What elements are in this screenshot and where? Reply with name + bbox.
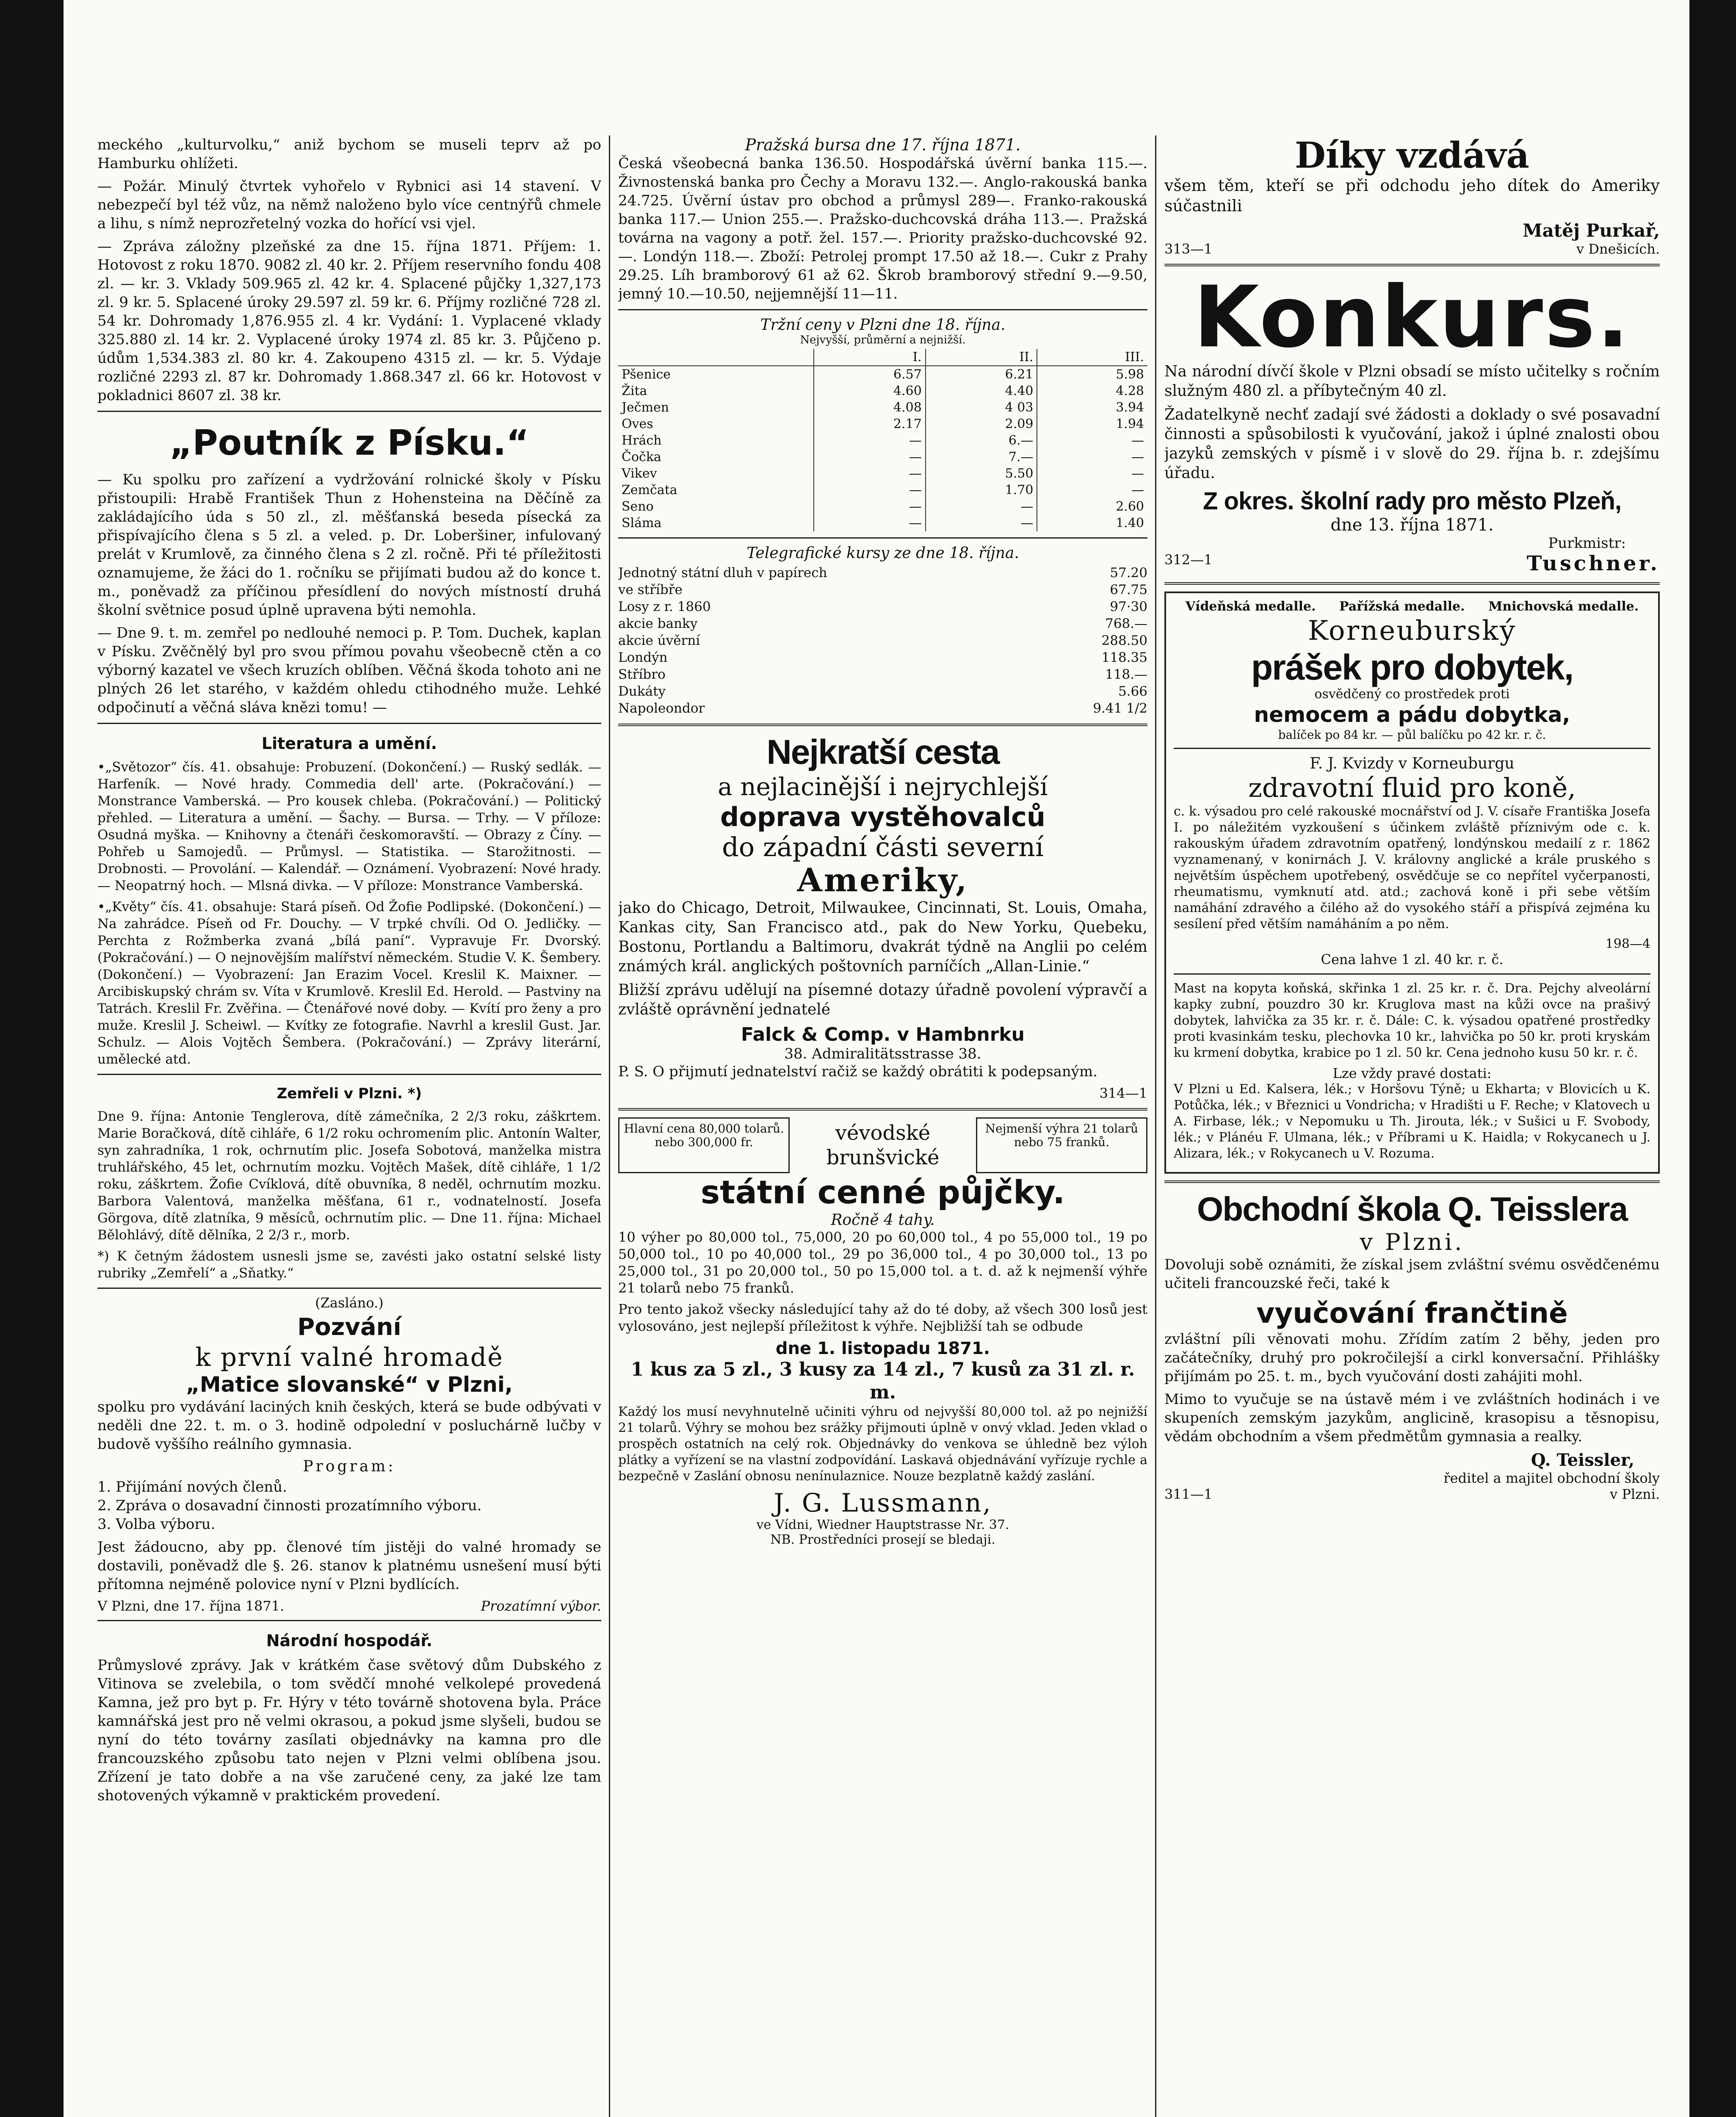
- ad-headline: státní cenné půjčky.: [700, 1173, 1065, 1211]
- signature-line: [1164, 241, 1660, 257]
- invitation-subtitle: k první valné hromadě: [195, 1343, 503, 1372]
- table-cell: Seno: [622, 499, 654, 514]
- column-left: [97, 135, 601, 2117]
- signature-line: [1164, 1486, 1660, 1502]
- ad-firm: J. G. Lussmann,: [774, 1488, 992, 1518]
- news-paragraph: •„Květy“ čís. 41. obsahuje: Stará píseň. Od Žofie Podlipské. (Dokončení.) — Na zahrádce. Píseň od Fr. Douchy. — V trpké chvíli. Od O. Jedličky. — Perchta z Rožmberka zvaná „bílá paní“. Vypravuje Fr. Dvorský. (Pokračování.) — O nejnovějším malířství německém. Studie V. K. Šembery. (Dokončení.) — Vyobrazení: Jan Erazim Vocel. Kreslil K. Maixner. — Arcibiskupský chrám sv. Víta v Krumlově. Kreslil Ed. Herold. — Pastviny na Tatrách. Kreslil Fr. Zvěřina. — Čtenářové nové doby. — Kvítí pro ženy a pro muže. Kreslil J. Scheiwl. — Kvítky ze fotografie. Navrhl a kreslil Gust. Jar. Schulz. — Alois Vojtěch Šembera. (Pokračování.) — Zprávy literární, umělecké atd.: [97, 899, 601, 1067]
- ad-role: ředitel a majitel obchodní školy: [1443, 1470, 1660, 1486]
- table-cell: 6.21: [926, 366, 1037, 383]
- section-heading: Národní hospodář.: [266, 1631, 433, 1650]
- table-cell: Vikev: [622, 466, 657, 481]
- divider: [1164, 582, 1660, 585]
- divider: [618, 724, 1147, 726]
- column-rule: [609, 135, 610, 2117]
- ad-text: zvláštní píli věnovati mohu. Zřídím zatím 2 běhy, jeden pro začátečníky, druhý pro pokročilejší a cirkl konversační. Přihlášky přijímám po 25. t. m., bych vyučování dosti zahájiti mohl.: [1164, 1331, 1660, 1385]
- ad-subtitle: nemocem a pádu dobytka,: [1254, 702, 1570, 727]
- ad-text: 10 výher po 80,000 tol., 75,000, 20 po 60,000 tol., 4 po 55,000 tol., 19 po 50,000 tol., 10 po 40,000 tol., 29 po 36,000 tol., 4 po 30,000 tol., 13 po 25,000 tol., 31 po 20,000 tol., 50 po 15,000 tol. a t. d. až k nejmenší výhře 21 tolarů nebo 75 franků.: [618, 1229, 1147, 1296]
- korneuburg-ad: [1164, 591, 1660, 1174]
- ad-text: Pro tento jakož všecky následující tahy až do té doby, až všech 300 losů jest vylosováno, jest nejlepší příležitost k výhře. Nejbližší tah se odbude: [618, 1301, 1147, 1334]
- emigration-ad: [618, 733, 1147, 1101]
- divider: [1174, 973, 1650, 975]
- signature-name: Prozatímní výbor.: [481, 1598, 601, 1614]
- table-row: [618, 449, 1147, 465]
- table-cell: 5.50: [926, 465, 1037, 482]
- news-paragraph: •„Světozor“ čís. 41. obsahuje: Probuzení. (Dokončení.) — Ruský sedlák. — Harfeník. — Nové hrady. Commedia dell' arte. (Pokračování.) — Monstrance Vamberská. — Pro kousek chleba. (Pokračování.) — Politický přehled. — Literatura a umění. — Šachy. — Bursa. — Trhy. — V příloze: Osudná myška. — Knihovny a čtenáři českomoravští. — Obrazy z Číny. — Pohřeb u Samojedů. — Průmysl. — Statistika. — Starožitnosti. — Drobnosti. — Provolání. — Kalendář. — Oznámení. Vyobrazení: Nové hrady. — Neopatrný hoch. — Mlsná divka. — V příloze: Monstrance Vamberská.: [97, 760, 601, 893]
- ad-text: Žadatelkyně nechť zadají své žádosti a doklady o své posavadní činnosti a spůsobilosti k vyučování, jakož i úplné znalosti obou jazyků zemských v písmě i v slově do 29. října b. r. zdejšímu úřadu.: [1164, 406, 1660, 482]
- table-cell: 1.94: [1037, 416, 1147, 432]
- ad-text: jako do Chicago, Detroit, Milwaukee, Cincinnati, St. Louis, Omaha, Kankas city, San Francisco atd., pak do New Yorku, Quebeku, Bostonu, Portlandu a Baltimoru, dvakrát týdně na Anglii po celém známých král. anglických poštovních parníčích „Allan-Linie.“: [618, 899, 1147, 975]
- ad-text: Na národní dívčí škole v Plzni obsadí se místo učitelky s ročním služným 480 zl. a příbytečným 40 zl.: [1164, 363, 1660, 400]
- ad-subtitle: Lze vždy pravé dostati:: [1332, 1065, 1492, 1081]
- section-heading: Literatura a umění.: [261, 734, 437, 753]
- lottery-min-prize: Nejmenší výhra 21 tolarů nebo 75 franků.: [976, 1117, 1147, 1173]
- ad-subtitle: v Plzni.: [1360, 1229, 1465, 1255]
- table-cell: 6.57: [814, 366, 926, 383]
- table-cell: —: [1037, 465, 1147, 482]
- ad-issuer: Z okres. školní rady pro město Plzeň,: [1203, 487, 1621, 515]
- medal-label: Pařížská medalle.: [1339, 599, 1465, 614]
- signature-date: V Plzni, dne 17. října 1871.: [97, 1598, 285, 1614]
- table-row: [618, 366, 1147, 383]
- ad-number: 312—1: [1164, 552, 1213, 568]
- table-cell: Pšenice: [622, 367, 671, 382]
- divider: [97, 1620, 601, 1621]
- table-row: [618, 482, 1147, 498]
- section-subheading: Nejvyšší, průměrní a nejnižší.: [800, 334, 966, 346]
- divider: [1164, 264, 1660, 266]
- medal-label: Mnichovská medalle.: [1488, 599, 1639, 614]
- table-cell: 6.—: [926, 432, 1037, 449]
- program-title: Program:: [303, 1458, 396, 1475]
- signature-line: [97, 1598, 601, 1614]
- table-cell: 7.—: [926, 449, 1037, 465]
- table-row: [618, 416, 1147, 432]
- ad-text: Bližší zprávu udělují na písemné dotazy úřadně povolení výpravčí a zvláště oprávnění jednatelé: [618, 981, 1147, 1018]
- lottery-title: vévodské brunšvické: [826, 1121, 940, 1169]
- exchange-rate-list: [618, 564, 1147, 717]
- news-paragraph: spolku pro vydávání laciných knih českých, která se bude odbývati v neděli dne 22. t. m. o 3. hodině odpolední v posluchárně lučby v budově vyššího reálního gymnasia.: [97, 1398, 601, 1453]
- table-cell: 4.08: [814, 399, 926, 416]
- market-paragraph: Česká všeobecná banka 136.50. Hospodářská úvěrní banka 115.—. Živnostenská banka pro Čechy a Moravu 132.—. Anglo-rakouská banka 24.725. Úvěrní ústav pro obchod a průmysl 289—. Franko-rakouská banka 117.— Union 255.—. Pražsko-duchcovská dráha 113.—. Pražská továrna na vagony a potř. žel. 157.—. Priority pražsko-duchcovské 92.—. Londýn 118.—. Zboží: Petrolej prompt 17.50 až 18.—. Cukr z Prahy 29.25. Líh bramborový 61 až 62. Škrob bramborový střední 9.—9.50, jemný 10.—10.50, nejjemnější 11—11.: [618, 155, 1147, 302]
- table-cell: Sláma: [622, 516, 662, 531]
- ad-text: Dovoluji sobě oznámiti, že získal jsem zvláštní svému osvědčenému učiteli francouzské řeči, také k: [1164, 1256, 1660, 1292]
- rate-row: [618, 632, 1147, 649]
- divider: [1174, 748, 1650, 749]
- news-paragraph: — Požár. Minulý čtvrtek vyhořelo v Rybnici asi 14 stavení. V nebezpečí byl též vůz, na němž naloženo bylo více centnýřů chmele a lihu, s nímž neprozřetelný vozka do hořící vsi vjel.: [97, 178, 601, 232]
- news-paragraph: Dne 9. října: Antonie Tenglerova, dítě zámečníka, 2 2/3 roku, záškrtem. Marie Boračková, dítě cihláře, 6 1/2 roku ochromením plic. Antonín Walter, syn zahradníka, 1 rok, ochrnutím plic. Josefa Sobotová, manželka mistra truhlářského, 45 let, ochrnutím mozku. Vojtěch Mašek, dítě cihláře, 1 1/2 roku, záškrtem. Žofie Cvíklová, dítě obuvníka, 8 neděl, ochrnutím mozku. Barbora Valentová, manželka měšťana, 61 r., vodnatelností. Josefa Görgova, dítě zlatníka, 9 měsíců, ochrnutím plic. — Dne 11. října: Michael Bělohlávý, dítě dělníka, 2 2/3 r., morb.: [97, 1109, 601, 1243]
- rate-row: [618, 700, 1147, 717]
- table-row: [618, 515, 1147, 531]
- rate-label: Dukáty: [618, 684, 666, 699]
- rate-label: ve stříbře: [618, 582, 683, 597]
- table-cell: —: [814, 449, 926, 465]
- column-right: [1164, 135, 1660, 2117]
- news-paragraph: — Zpráva záložny plzeňské za dne 15. října 1871. Příjem: 1. Hotovost z roku 1870. 9082 zl. 40 kr. 2. Příjem reservního fondu 408 zl. — kr. 3. Vklady 509.965 zl. 42 kr. 4. Splacené půjčky 1,327,173 zl. 9 kr. 5. Splacené úroky 29.597 zl. 59 kr. 6. Příjmy rozličné 728 zl. 54 kr. Dohromady 1,876.955 zl. 4 kr. Vydání: 1. Vyplacené vklady 325.880 zl. 14 kr. 2. Vyplacené úroky 1974 zl. 85 kr. 3. Půjčeno p. údům 1,534.383 zl. 80 kr. 4. Zakoupeno 4315 zl. — kr. 5. Výdaje rozličné 2293 zl. 87 kr. Dohromady 1.868.347 zl. 66 kr. Hotovost v pokladnici 8607 zl. 38 kr.: [97, 238, 601, 404]
- table-cell: —: [926, 498, 1037, 515]
- news-paragraph: — Ku spolku pro zařízení a vydržování rolnické školy v Písku přistoupili: Hrabě František Thun z Hohensteina na Děčíně za zakládajícího úda s 50 zl., zl. měšťanská beseda písecká za přispívajícího člena s 5 zl. a veled. p. Dr. Loberšiner, infulovaný prelát v Krumlově, za činného člena s 2 zl. ročně. Při té příležitosti oznamujeme, že žáci do 1. ročníku se přijímati budou až do konce t. m., poněvadž za příčinou přesídlení do nových místností druhá školní světnice posud úplně upravena býti nemohla.: [97, 471, 601, 619]
- rate-label: Stříbro: [618, 667, 666, 682]
- table-cell: Hrách: [622, 433, 662, 448]
- rate-row: [618, 683, 1147, 700]
- table-cell: —: [926, 515, 1037, 531]
- market-price-table: [618, 349, 1147, 531]
- table-row: [618, 465, 1147, 482]
- scan-edge-right: [1689, 0, 1736, 2117]
- ad-headline: Obchodní škola Q. Teisslera: [1197, 1190, 1627, 1228]
- table-cell: Zemčata: [622, 483, 677, 497]
- ad-subtitle: osvědčený co prostředek proti: [1314, 687, 1510, 702]
- ad-signature: Tuschner.: [1526, 552, 1660, 575]
- table-cell: 5.98: [1037, 366, 1147, 383]
- ad-price: Cena lahve 1 zl. 40 kr. r. č.: [1321, 951, 1504, 967]
- ad-number: 314—1: [1099, 1085, 1147, 1101]
- table-cell: —: [1037, 432, 1147, 449]
- section-heading: „Poutník z Písku.“: [169, 423, 529, 463]
- ad-address: 38. Admiralitätsstrasse 38.: [784, 1045, 981, 1062]
- table-row: [618, 498, 1147, 515]
- table-cell: 4.28: [1037, 383, 1147, 399]
- table-cell: —: [814, 515, 926, 531]
- news-paragraph: Průmyslové zprávy. Jak v krátkém čase světový dům Dubského z Vitinova se zvelebila, o tom svědčí mnohé velkolepé provedená Kamna, jež pro byt p. Fr. Hýry v této továrně shotovena byla. Práce kamnářská jest pro ně velmi okrasou, a pokud jsme slyšeli, budou se nyní do této továrny zasílati objednávky na kamna pro dle francouzského způsobu tato nejen v Plzni velmi oblíbena jsou. Zřízení je tato dobře a na vše zaručené ceny, za jaké lze tam shotovených výkamně v praktickém provedení.: [97, 1657, 601, 1804]
- rate-value: 5.66: [1118, 684, 1147, 699]
- table-cell: 4.40: [926, 383, 1037, 399]
- table-cell: —: [1037, 449, 1147, 465]
- ad-signature: v Dnešicích.: [1576, 241, 1660, 257]
- medal-label: Vídeňská medalle.: [1185, 599, 1316, 614]
- table-cell: Ječmen: [622, 400, 669, 415]
- rate-value: 288.50: [1101, 633, 1147, 648]
- divider: [97, 1074, 601, 1075]
- news-paragraph: Jest žádoucno, aby pp. členové tím jistěji do valné hromady se dostavili, poněvadž dle §. 26. stanov k platnému usnešení musí býti přítomna nejméně polovice nyní v Plzni bydlících.: [97, 1539, 601, 1593]
- section-heading: Tržní ceny v Plzni dne 18. října.: [760, 316, 1006, 334]
- table-cell: —: [814, 432, 926, 449]
- invitation-subtitle: „Matice slovanské“ v Plzni,: [186, 1372, 513, 1397]
- table-cell: 3.94: [1037, 399, 1147, 416]
- ad-price: 1 kus za 5 zl., 3 kusy za 14 zl., 7 kusů za 31 zl. r. m.: [630, 1359, 1135, 1403]
- table-row: [618, 399, 1147, 416]
- lottery-header: [618, 1117, 1147, 1173]
- divider: [618, 309, 1147, 310]
- ad-headline: Díky vzdává: [1295, 135, 1529, 176]
- ad-text: Mimo to vyučuje se na ústavě mém i ve zvláštních hodinách i ve skupeních zemským jazykům, anglicině, krasopisu a těsnopisu, vědám obchodním a všem předmětům gymnasia a realky.: [1164, 1391, 1660, 1445]
- table-row: [618, 432, 1147, 449]
- ad-text: všem těm, kteří se při odchodu jeho dítek do Ameriky súčastnili: [1164, 176, 1660, 215]
- ad-note: NB. Prostředníci prosejí se bledaji.: [770, 1532, 995, 1547]
- program-item: 1. Přijímání nových členů.: [97, 1479, 287, 1495]
- ad-line: do západní části severní: [722, 832, 1044, 862]
- ad-number: 313—1: [1164, 241, 1213, 257]
- table-cell: 2.17: [814, 416, 926, 432]
- ad-number: 198—4: [1605, 937, 1650, 951]
- table-cell: 4.60: [814, 383, 926, 399]
- newspaper-page: [72, 64, 1664, 2117]
- ad-number: 311—1: [1164, 1486, 1213, 1502]
- rate-label: Losy z r. 1860: [618, 599, 711, 614]
- ad-headline: prášek pro dobytek,: [1251, 647, 1573, 687]
- table-cell: —: [1037, 482, 1147, 498]
- rate-value: 768.—: [1105, 616, 1147, 631]
- divider: [618, 1108, 1147, 1111]
- ad-headline: Nejkratší cesta: [766, 733, 999, 771]
- table-row: [618, 383, 1147, 399]
- ad-signature: Matěj Purkař,: [1523, 220, 1660, 241]
- rate-label: akcie banky: [618, 616, 698, 631]
- divider: [618, 537, 1147, 539]
- ad-headline: Korneuburský: [1308, 615, 1517, 647]
- table-cell: —: [814, 482, 926, 498]
- ad-signature: Q. Teissler,: [1531, 1450, 1634, 1470]
- ad-city: v Plzni.: [1610, 1486, 1660, 1502]
- ad-headline: Konkurs.: [1193, 268, 1631, 367]
- lottery-ad: [618, 1117, 1147, 1547]
- rate-row: [618, 666, 1147, 683]
- ad-text: Každý los musí nevyhnutelně učiniti výhru od nejvyšší 80,000 tol. až po nejnižší 21 tolarů. Výhry se mohou bez srážky přijmouti úplně v onvý vklad. Jeden vklad o prospěch ostatních na celý rok. Objednávky do venkova se úhledně bez výloh plátky a vyřízení se na vlastní zodpovídání. Laskavá objednávání vyřízuje rychle a bezpečně v Zaslání obnosu nenínulaznice. Nouze bezplatně každý zaslání.: [618, 1404, 1147, 1484]
- rate-row: [618, 649, 1147, 666]
- ad-firm: Falck & Comp. v Hambnrku: [741, 1024, 1025, 1045]
- rate-label: Napoleondor: [618, 701, 705, 716]
- ad-subtitle: Ročně 4 tahy.: [831, 1211, 935, 1229]
- news-paragraph: — Dne 9. t. m. zemřel po nedlouhé nemoci p. P. Tom. Duchek, kaplan v Písku. Zvěčnělý byl pro svou přímou povahu všeobecně ctěn a co výborný kazatel ve všech kruzích oblíben. Věčná škoda tohoto ani ne plných 26 let starého, v každém ohledu ctihodného muže. Lehké odpočinutí a věčná sláva knězi tomu! —: [97, 625, 601, 716]
- ad-line: Ameriky,: [797, 861, 969, 899]
- table-cell: 1.40: [1037, 515, 1147, 531]
- table-cell: 2.09: [926, 416, 1037, 432]
- rate-row: [618, 615, 1147, 632]
- ad-line: doprava vystěhovalců: [720, 801, 1046, 832]
- table-cell: —: [814, 498, 926, 515]
- news-paragraph: meckého „kulturvolku,“ aniž bychom se museli teprv až po Hamburku ohlížeti.: [97, 136, 601, 172]
- rate-row: [618, 598, 1147, 615]
- invitation-title: Pozvání: [297, 1313, 401, 1341]
- ad-text: V Plzni u Ed. Kalsera, lék.; v Horšovu Týně; u Ekharta; v Blovicích u K. Potůčka, lék.; v Březnici u Vondricha; v Hradišti u F. Reche; v Klatovech u A. Firbase, lék.; v Nepomuku u Th. Jirouta, lék.; v Sušici u F. Svobody, lék.; v Plánéu F. Ulmana, lék.; v Příbrami u K. Haidla; v Rokycanech u J. Alizara, lék.; v Rokycanech u V. Rozuma.: [1174, 1082, 1650, 1161]
- program-item: 2. Zpráva o dosavadní činnosti prozatímního výboru.: [97, 1497, 482, 1514]
- table-cell: 2.60: [1037, 498, 1147, 515]
- table-cell: Oves: [622, 417, 653, 431]
- rate-row: [618, 581, 1147, 598]
- scan-edge-left: [0, 0, 64, 2117]
- rate-value: 97·30: [1110, 599, 1147, 614]
- rate-value: 9.41 1/2: [1093, 701, 1147, 716]
- ad-maker: F. J. Kvizdy v Korneuburgu: [1310, 755, 1515, 772]
- ad-headline: zdravotní fluid pro koně,: [1248, 772, 1576, 803]
- section-heading: Zemřeli v Plzni. *): [276, 1085, 422, 1102]
- table-cell: 1.70: [926, 482, 1037, 498]
- ad-address: ve Vídni, Wiedner Hauptstrasse Nr. 37.: [756, 1517, 1009, 1532]
- table-header: I.: [814, 349, 926, 366]
- ad-date: dne 13. října 1871.: [1330, 515, 1494, 535]
- rate-label: Jednotný státní dluh v papírech: [618, 565, 827, 580]
- ad-text: P. S. O přijmutí jednatelství račiž se každý obrátiti k podepsaným.: [618, 1063, 1098, 1080]
- rate-value: 118.35: [1101, 650, 1147, 665]
- divider: [97, 411, 601, 412]
- table-cell: 4 03: [926, 399, 1037, 416]
- rate-label: Londýn: [618, 650, 668, 665]
- ad-line: a nejlacinější i nejrychlejší: [718, 772, 1048, 801]
- divider: [1164, 1180, 1660, 1183]
- rate-value: 118.—: [1105, 667, 1147, 682]
- signature-line: [1164, 552, 1660, 575]
- ad-role: Purkmistr:: [1548, 535, 1626, 552]
- table-cell: —: [814, 465, 926, 482]
- table-header: [618, 349, 814, 366]
- section-heading: Pražská bursa dne 17. října 1871.: [745, 135, 1021, 154]
- ad-date: dne 1. listopadu 1871.: [775, 1339, 990, 1358]
- divider: [97, 723, 601, 724]
- ad-price: balíček po 84 kr. — půl balíčku po 42 kr. r. č.: [1278, 728, 1546, 742]
- table-header: II.: [926, 349, 1037, 366]
- ad-text: c. k. výsadou pro celé rakouské mocnářství od J. V. císaře Františka Josefa I. po náležitém vyzkoušení s účinkem zvláště příznivým ode c. k. rakouským úřadem zdravotním opatřený, londýnskou medailí z r. 1862 vyznamenaný, v konirnách J. V. královny anglické a krále pruského s největším úspěchem upotřebený, osvědčuje se co nepřítel vyčerpanosti, rheumatismu, vymknutí atd. atd.; zachová koně i při sebe větším namáhání zdravého a čilého až do vysokého stáří a přispívá zejména ku sesílení před větším namáháním a po něm.: [1174, 804, 1650, 931]
- rate-value: 57.20: [1110, 565, 1147, 580]
- lottery-main-prize: Hlavní cena 80,000 tolarů. nebo 300,000 fr.: [618, 1117, 790, 1173]
- rate-value: 67.75: [1110, 582, 1147, 597]
- teissler-ad: [1164, 1190, 1660, 1502]
- rate-row: [618, 564, 1147, 581]
- program-item: 3. Volba výboru.: [97, 1516, 216, 1533]
- divider: [97, 1288, 601, 1289]
- table-cell: Žita: [622, 384, 647, 398]
- medal-row: [1174, 599, 1650, 614]
- rate-label: akcie úvěrní: [618, 633, 700, 648]
- column-middle: [618, 135, 1147, 2117]
- table-cell: Čočka: [622, 450, 661, 464]
- section-heading: Telegrafické kursy ze dne 18. října.: [746, 544, 1019, 562]
- footnote: *) K četným žádostem usnesli jsme se, zavésti jako ostatní selské listy rubriky „Zemřelí“ a „Sňatky.“: [97, 1249, 601, 1281]
- ad-text: Mast na kopyta koňská, skřinka 1 zl. 25 kr. r. č. Dra. Pejchy alveolární kapky zubní, pouzdro 30 kr. Kruglova mast na kůži ovce na prašivý dobytek, lahvička za 35 kr. r. č. Dále: C. k. výsadou opatřené prostředky proti kvasinkám tesku, plechovka 10 kr., lahvička po 50 kr. proti kryskám ku krmení dobytka, krabice po 1 zl. 50 kr. Cena jednoho kusu 50 kr. r. č.: [1174, 981, 1650, 1060]
- column-rule: [1155, 135, 1156, 2117]
- zaslano-label: (Zasláno.): [315, 1295, 384, 1311]
- table-header: III.: [1037, 349, 1147, 366]
- ad-headline: vyučování frančtině: [1256, 1297, 1568, 1329]
